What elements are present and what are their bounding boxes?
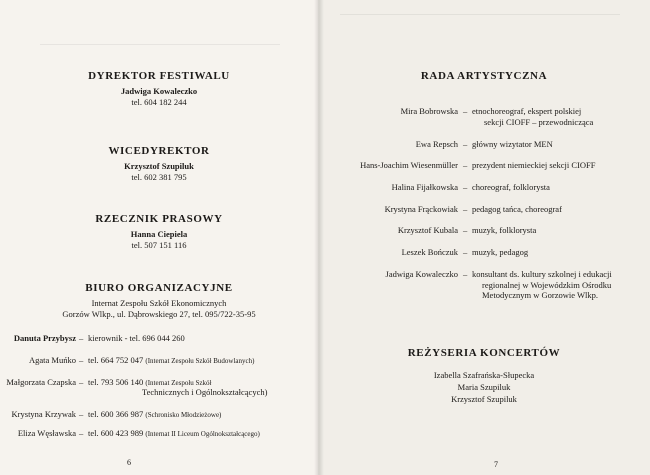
staff-role <box>88 428 260 438</box>
director-name: Jadwiga Kowaleczko <box>120 86 198 96</box>
council-role: choreograf, folklorysta <box>472 182 550 192</box>
council-role-line: regionalnej w Wojewódzkim Ośrodku <box>482 279 612 290</box>
council-role <box>472 269 647 301</box>
staff-tel: tel. 793 506 140 <box>88 377 144 387</box>
staff-dash: – <box>79 333 84 343</box>
council-role: pedagog tańca, choreograf <box>472 204 562 214</box>
council-dash: – <box>463 139 468 149</box>
staff-name: Małgorzata Czapska <box>6 377 76 387</box>
staff-role <box>88 355 254 365</box>
staff-note: (Internat Zespołu Szkół Budowlanych) <box>145 357 255 365</box>
council-name: Krzysztof Kubala <box>397 225 458 235</box>
directing-title: REŻYSERIA KONCERTÓW <box>407 347 561 359</box>
concert-director: Izabella Szafrańska-Słupecka <box>433 370 535 380</box>
director-tel: tel. 604 182 244 <box>131 97 187 107</box>
council-name: Mira Bobrowska <box>400 106 458 116</box>
staff-note: (Internat II Liceum Ogólnokształcącego) <box>145 430 260 438</box>
staff-note: (Internat Zespołu Szkół <box>145 379 212 387</box>
office-line-2: Gorzów Wlkp., ul. Dąbrowskiego 27, tel. 095/722-35-95 <box>62 309 256 319</box>
staff-tel: tel. 664 752 047 <box>88 355 144 365</box>
press-title: RZECZNIK PRASOWY <box>95 213 223 225</box>
page-number-right: 7 <box>494 460 498 469</box>
staff-dash: – <box>79 355 84 365</box>
press-name: Hanna Ciepiela <box>130 229 188 239</box>
staff-note: (Schronisko Młodzieżowe) <box>145 411 222 419</box>
office-line-1: Internat Zespołu Szkół Ekonomicznych <box>91 298 227 308</box>
council-dash: – <box>463 225 468 235</box>
council-name: Leszek Bończuk <box>401 247 458 257</box>
concert-director: Maria Szupiluk <box>457 382 511 392</box>
staff-role <box>88 377 211 387</box>
council-role <box>472 106 642 127</box>
staff-dash: – <box>79 409 84 419</box>
concert-director: Krzysztof Szupiluk <box>451 394 517 404</box>
show-through-line <box>340 14 620 21</box>
staff-role: kierownik - tel. 696 044 260 <box>88 333 185 343</box>
vice-name: Krzysztof Szupiluk <box>124 161 194 171</box>
council-name: Jadwiga Kowaleczko <box>385 269 458 279</box>
press-tel: tel. 507 151 116 <box>131 240 187 250</box>
staff-dash: – <box>79 377 84 387</box>
staff-name: Agata Muńko <box>29 355 76 365</box>
page-number-left: 6 <box>127 458 131 467</box>
council-dash: – <box>463 204 468 214</box>
staff-name: Eliza Węsławska <box>17 428 76 438</box>
council-name: Krystyna Frąckowiak <box>384 204 458 214</box>
vice-tel: tel. 602 381 795 <box>131 172 187 182</box>
staff-name: Danuta Przybysz <box>13 333 76 343</box>
staff-tel: tel. 600 366 987 <box>88 409 144 419</box>
council-dash: – <box>463 247 468 257</box>
council-role-line: Metodycznym w Gorzowie Wlkp. <box>482 290 598 300</box>
staff-name: Krystyna Krzywak <box>11 409 76 419</box>
staff-dash: – <box>79 428 84 438</box>
office-title: BIURO ORGANIZACYJNE <box>85 282 233 294</box>
council-role: muzyk, folklorysta <box>472 225 537 235</box>
staff-tel: tel. 600 423 989 <box>88 428 144 438</box>
show-through-line <box>40 44 280 51</box>
council-dash: – <box>463 160 468 170</box>
council-role-line: etnochoreograf, ekspert polskiej <box>472 106 582 116</box>
council-role-line: konsultant ds. kultury szkolnej i edukacji <box>472 269 612 279</box>
council-role: muzyk, pedagog <box>472 247 529 257</box>
staff-role <box>88 409 221 419</box>
council-title: RADA ARTYSTYCZNA <box>420 70 548 82</box>
council-name: Hans-Joachim Wiesenmüller <box>360 160 458 170</box>
council-dash: – <box>463 106 468 116</box>
council-role: prezydent niemieckiej sekcji CIOFF <box>472 160 596 170</box>
director-title: DYREKTOR FESTIWALU <box>88 70 230 82</box>
council-name: Ewa Repsch <box>415 139 458 149</box>
vice-title: WICEDYREKTOR <box>108 145 210 157</box>
council-dash: – <box>463 182 468 192</box>
council-role: główny wizytator MEN <box>472 139 553 149</box>
council-name: Halina Fijałkowska <box>391 182 458 192</box>
council-role-line: sekcji CIOFF – przewodnicząca <box>484 116 594 127</box>
staff-note-line-2: Technicznych i Ogólnokształcących) <box>142 387 268 397</box>
council-dash: – <box>463 269 468 279</box>
